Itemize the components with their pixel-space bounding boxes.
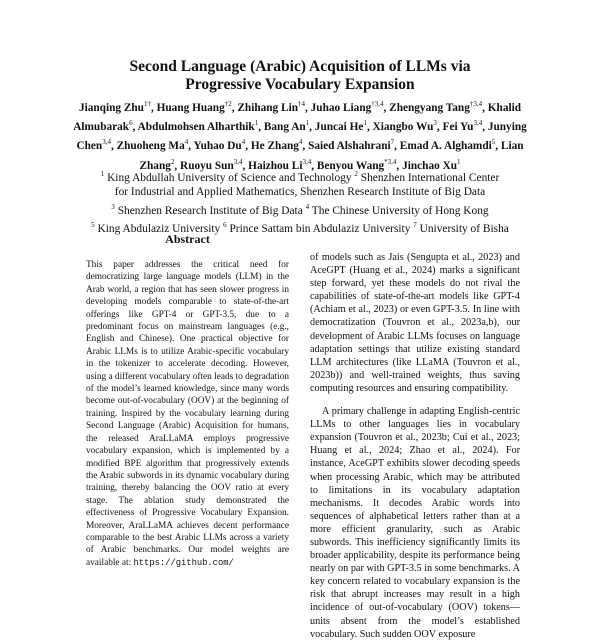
author-affiliation-mark: 1: [254, 119, 259, 128]
author-affiliation-mark: 7: [390, 138, 395, 147]
author-name: Lian Zhang: [139, 140, 524, 172]
author-name: Khalid Almubarak: [73, 101, 522, 133]
abstract-url-link[interactable]: https://github.com/: [133, 557, 234, 568]
author-list: Jianqing Zhu$^{1\dagger}$, Huang Huang$^{\dagger 2}$, Zhihang Lin$^{\dagger 4}$, Juhao Liang$^{\dagger 3,4}$, Zhengyang Tang$^{\dagger 3,4}$, Khalid Almubarak$^6$, Abdulmohsen Alharthik$^1$, Bang An$^1$, Juncai He$^1$, Xiangbo Wu$^3$, Fei Yu$^{3,4}$, Junying Chen$^{3,4}$, Zhuoheng Ma$^4$, Yuhao Du$^4$, He Zhang$^4$, Saied Alshahrani$^7$, Emad A. Alghamdi$^5$, Lian Zhang$^2$, Ruoyu Sun$^{3,4}$, Haizhou Li$^{3,4}$, Benyou Wang$^{*3,4}$, Jinchao Xu$^1$: [73, 100, 527, 172]
author-name: Fei Yu: [442, 120, 474, 133]
author-affiliation-mark: †3,4: [469, 100, 483, 108]
title-line-1: Second Language (Arabic) Acquisition of LLMs via: [129, 58, 471, 75]
author-affiliation-mark: 3,4: [473, 119, 483, 128]
author-affiliation-mark: †4: [298, 100, 305, 108]
abstract-section: [86, 232, 289, 569]
affiliation-line: $^5$ King Abdulaziz University $^6$ Prince Sattam bin Abdulaziz University $^7$ University of Bisha: [91, 221, 509, 236]
author-name: Jianqing Zhu: [78, 101, 144, 114]
author-name: Abdulmohsen Alharthik: [137, 120, 255, 133]
author-affiliation-mark: 2: [170, 157, 175, 166]
author-name: Jinchao Xu: [402, 159, 458, 172]
introduction-section: [310, 251, 520, 641]
author-name: Saied Alshahrani: [308, 140, 391, 153]
author-name: Zhuoheng Ma: [116, 140, 185, 153]
author-affiliation-mark: 1†: [143, 100, 151, 108]
affiliation-line: $^3$ Shenzhen Research Institute of Big Data $^4$ The Chinese University of Hong Kong: [111, 202, 489, 217]
author-name: He Zhang: [250, 140, 299, 153]
body-paragraph-1: of models such as Jais (Sengupta et al., 2023) and AceGPT (Huang et al., 2024) marks a significant step forward, yet these models do not rival the capabilities of state-of-the-art models like GPT-4 (Achiam et al., 2023) or even GPT-3.5. In line with democratization (Touvron et al., 2023a,b), our development of Arabic LLMs focuses on language adaptation settings that utilize existing standard LLM architectures (like LLaMA (Touvron et al., 2023b)) and well-trained weights, thus saving computing resources and ensuring compatibility.: [310, 252, 520, 394]
author-affiliation-mark: 3,4: [302, 157, 312, 166]
author-name: Benyou Wang: [316, 159, 385, 172]
author-name: Emad A. Alghamdi: [399, 140, 492, 153]
author-affiliation-mark: 4: [298, 138, 303, 147]
author-affiliation-mark: 3,4: [102, 138, 111, 147]
author-name: Zhengyang Tang: [389, 101, 470, 114]
author-affiliation-mark: †3,4: [371, 100, 384, 108]
author-affiliation-mark: 4: [241, 138, 246, 147]
author-name: Juncai He: [314, 120, 364, 133]
author-name: Junying Chen: [76, 120, 527, 153]
author-name: Zhihang Lin: [237, 101, 298, 114]
body-paragraph-2: A primary challenge in adapting English-centric LLMs to other languages lies in vocabulary expansion (Touvron et al., 2023b; Cui et al., 2023; Huang et al., 2024; Zhao et al., 2024). For instance, AceGPT exhibits slower decoding speeds when processing Arabic, which may be attributed to limitations in its vocabulary adaptation mechanisms. It decodes Arabic words into sequences of alphabetical letters rather than at a more efficient granularity, such as Arabic subwords. This inefficiency significantly limits its broader applicability, despite its performance being nearly on par with GPT-3.5 in some benchmarks. A key concern related to vocabulary expansion is the risk that abrupt increases may result in a high incidence of out-of-vocabulary (OOV) tokens—units absent from the model’s established vocabulary. Such sudden OOV exposure: [310, 406, 520, 640]
author-affiliation-mark: 1: [305, 119, 310, 128]
author-affiliation-mark: 1: [457, 157, 461, 166]
author-name: Bang An: [263, 120, 306, 133]
author-affiliation-mark: 5: [491, 138, 496, 147]
title-line-2: Progressive Vocabulary Expansion: [185, 76, 415, 93]
affiliations: [40, 167, 560, 237]
abstract-body: This paper addresses the critical need for democratizing large language models (LLM) in the Arab world, a region that has seen slower progress in developing models comparable to state-of-the-art offerings like GPT-4 or GPT-3.5, due to a predominant focus on mainstream languages (e.g., English and Chinese). One practical objective for Arabic LLMs is to utilize Arabic-specific vocabulary in the tokenizer to accelerate decoding. However, using a different vocabulary often leads to degradation of the model’s learned knowledge, since many words become out-of-vocabulary (OOV) at the beginning of training. Inspired by the vocabulary learning during Second Language (Arabic) Acquisition for humans, the released AraLLaMA employs progressive vocabulary expansion, which is implemented by a modified BPE algorithm that progressively extends the Arabic subwords in its dynamic vocabulary during training, thereby balancing the OOV ratio at every stage. The ablation study demonstrated the effectiveness of Progressive Vocabulary Expansion. Moreover, AraLLaMA achieves decent performance comparable to the best Arabic LLMs across a variety of Arabic benchmarks. Our model weights are available at:: [86, 260, 289, 568]
author-affiliation-mark: 1: [363, 119, 367, 128]
affiliation-line: $^1$ King Abdullah University of Science and Technology $^2$ Shenzhen International Center: [100, 170, 500, 184]
author-name: Ruoyu Sun: [180, 159, 234, 172]
author-name: Juhao Liang: [310, 101, 372, 114]
abstract-heading: Abstract: [165, 232, 210, 246]
author-affiliation-mark: 6: [129, 119, 133, 128]
paper-title: [0, 58, 600, 94]
author-affiliation-mark: 3: [433, 119, 437, 128]
author-affiliation-mark: 4: [184, 138, 189, 147]
author-affiliation-mark: 3,4: [233, 157, 243, 166]
author-name: Huang Huang: [156, 101, 225, 114]
author-name: Yuhao Du: [193, 140, 242, 153]
author-affiliation-mark: *3,4: [384, 157, 397, 166]
author-name: Xiangbo Wu: [372, 120, 434, 133]
affiliation-line: for Industrial and Applied Mathematics, Shenzhen Research Institute of Big Data: [114, 186, 486, 199]
abstract-text: [86, 259, 289, 569]
author-affiliation-mark: †2: [224, 100, 232, 108]
author-name: Haizhou Li: [248, 159, 303, 172]
